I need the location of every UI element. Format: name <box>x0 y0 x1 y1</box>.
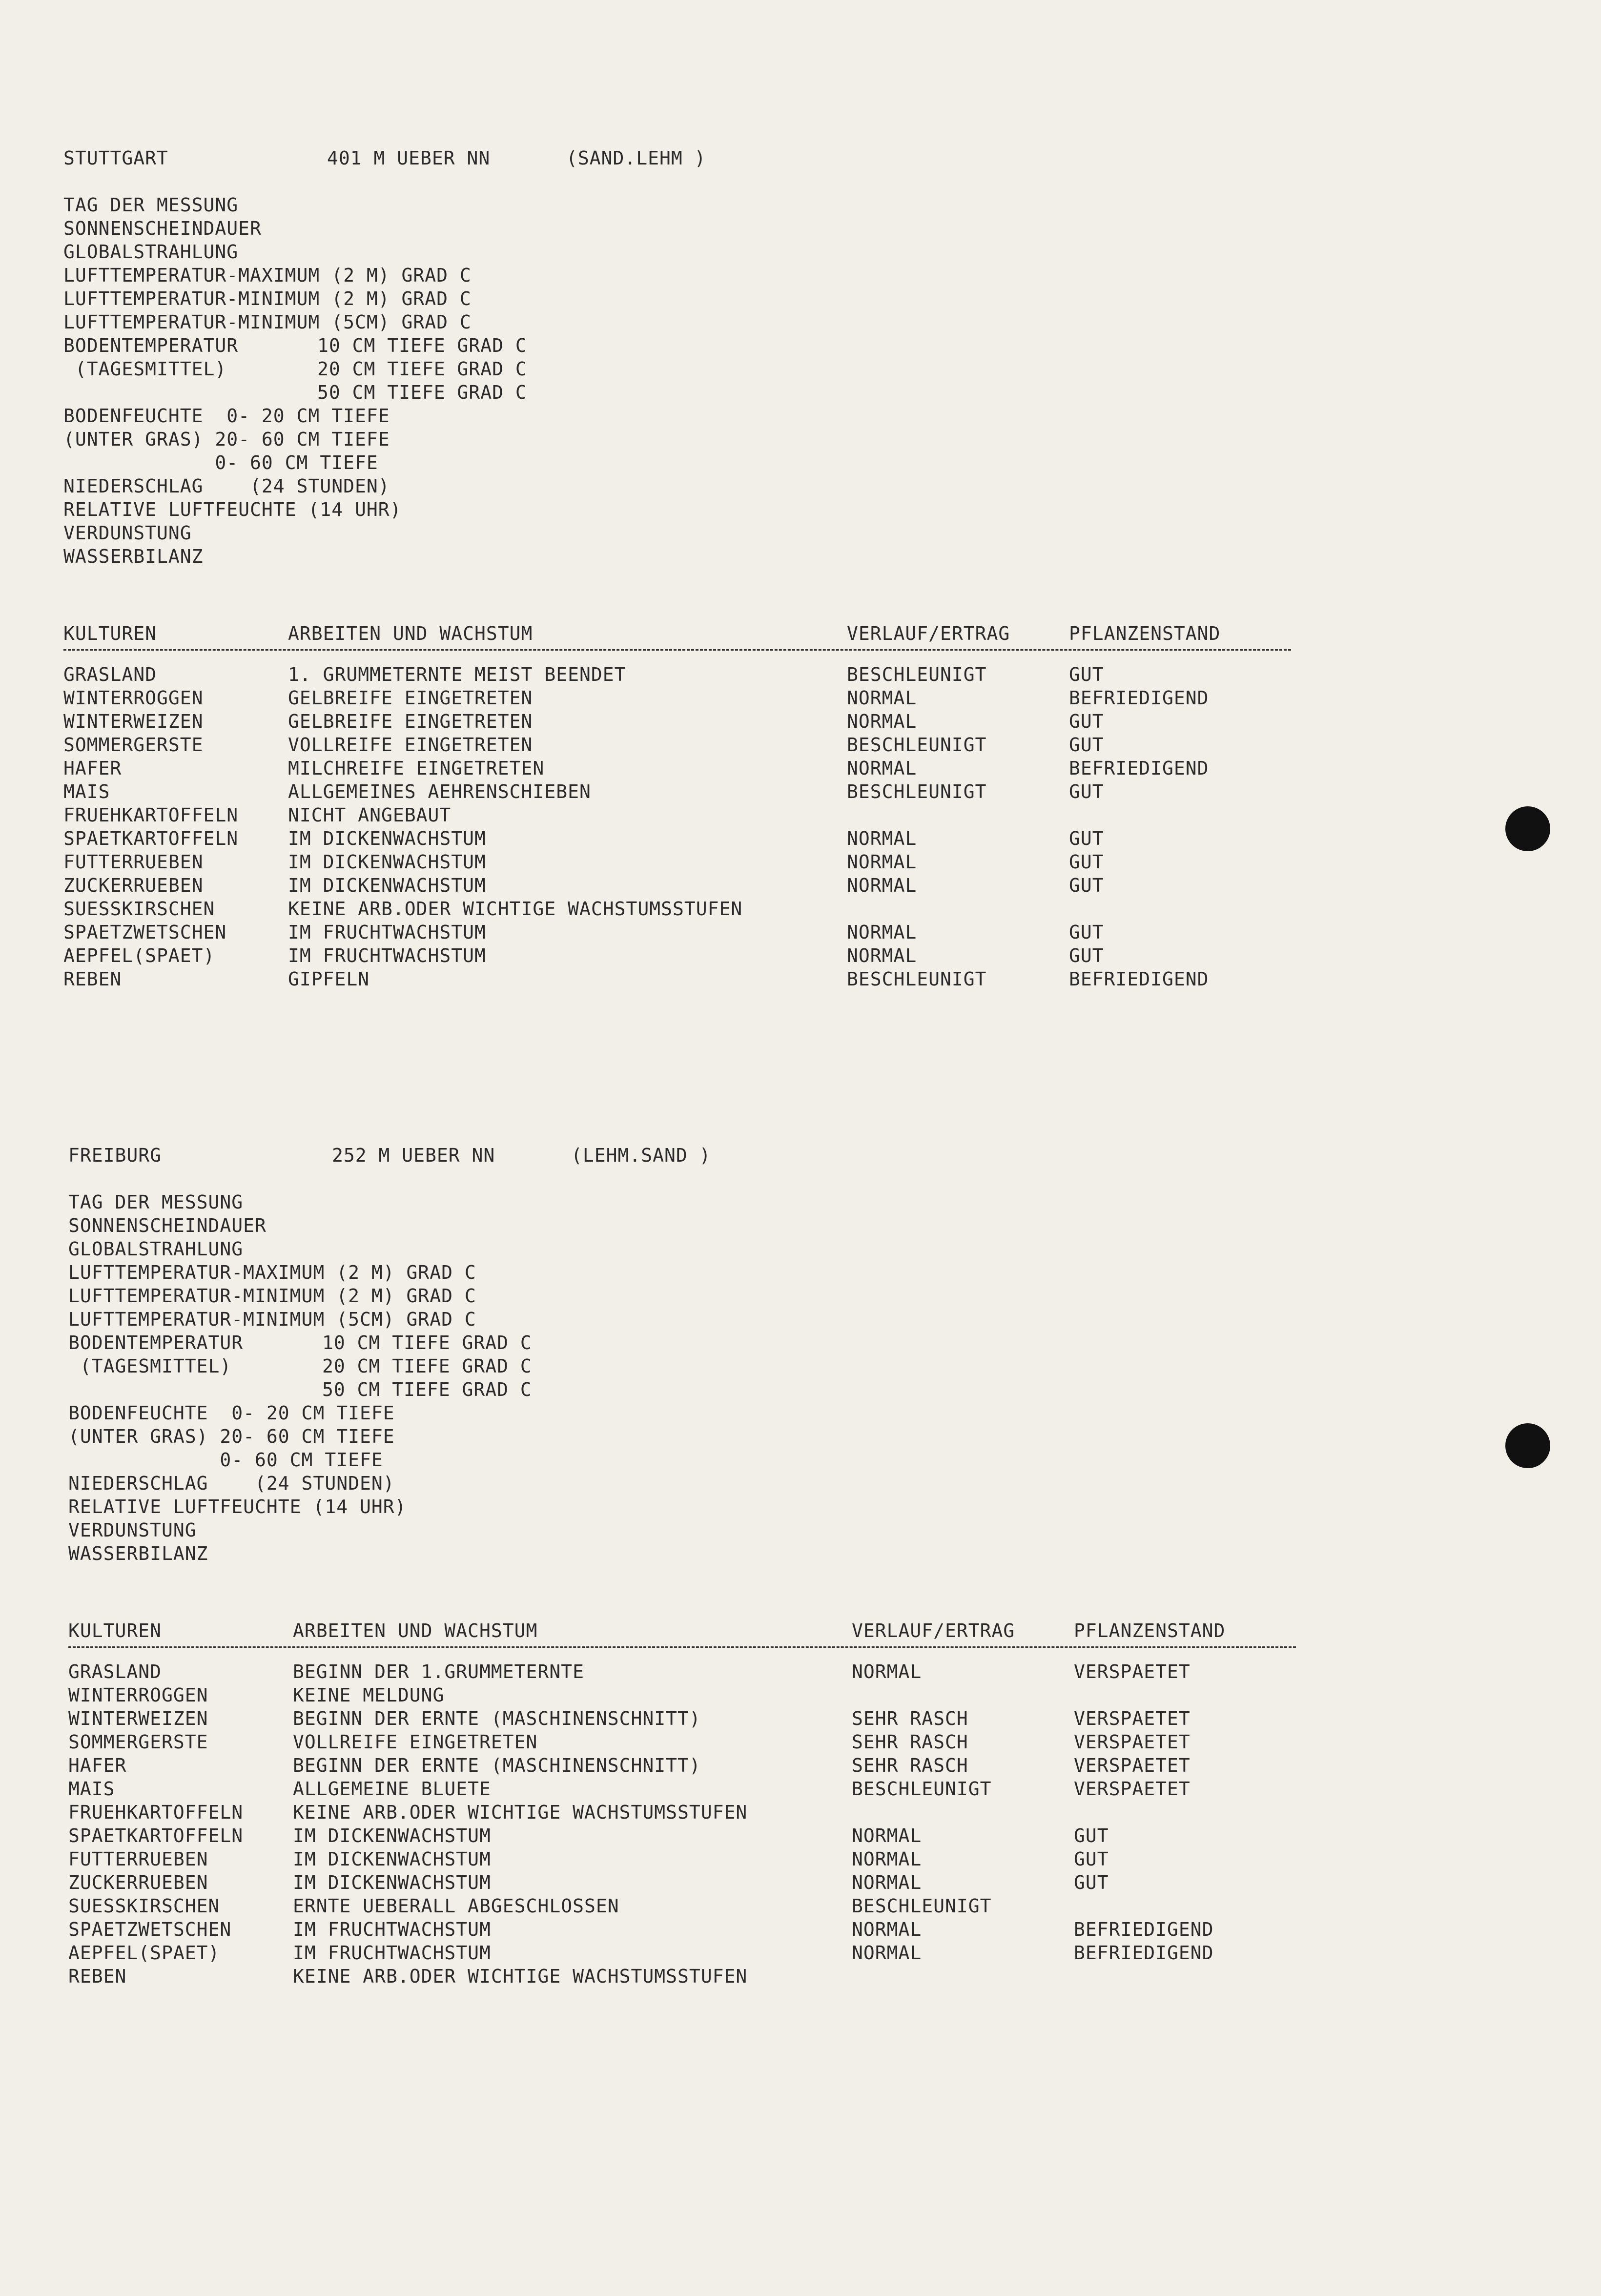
kultur-pflanzenstand: GUT <box>1069 945 1104 966</box>
kultur-arbeiten: IM DICKENWACHSTUM <box>293 1848 491 1870</box>
kultur-arbeiten: KEINE ARB.ODER WICHTIGE WACHSTUMSSTUFEN <box>288 898 743 920</box>
row-label: BODENFEUCHTE 0- 20 CM TIEFE <box>63 405 390 427</box>
row-label: RELATIVE LUFTFEUCHTE (14 UHR) <box>68 1496 407 1517</box>
kultur-pflanzenstand: VERSPAETET <box>1074 1755 1190 1776</box>
row-label: NIEDERSCHLAG (24 STUNDEN) <box>63 475 390 497</box>
kultur-pflanzenstand: VERSPAETET <box>1074 1708 1190 1729</box>
kultur-verlauf: SEHR RASCH <box>852 1731 968 1753</box>
row-label: GLOBALSTRAHLUNG <box>68 1238 244 1260</box>
kultur-arbeiten: GELBREIFE EINGETRETEN <box>288 687 533 709</box>
kultur-pflanzenstand: BEFRIEDIGEND <box>1074 1919 1214 1940</box>
kultur-pflanzenstand: VERSPAETET <box>1074 1661 1190 1682</box>
kultur-name: SPAETKARTOFFELN <box>63 828 239 849</box>
kultur-arbeiten: GIPFELN <box>288 968 370 990</box>
kultur-arbeiten: IM DICKENWACHSTUM <box>288 851 486 873</box>
row-label: SONNENSCHEINDAUER <box>63 218 262 239</box>
kultur-pflanzenstand: GUT <box>1074 1825 1109 1846</box>
kultur-name: SPAETKARTOFFELN <box>68 1825 244 1846</box>
kultur-arbeiten: BEGINN DER ERNTE (MASCHINENSCHNITT) <box>293 1755 701 1776</box>
station-soil: (SAND.LEHM ) <box>566 147 706 169</box>
kultur-arbeiten: IM DICKENWACHSTUM <box>293 1825 491 1846</box>
row-label: (UNTER GRAS) 20- 60 CM TIEFE <box>63 429 390 450</box>
row-label: LUFTTEMPERATUR-MINIMUM (2 M) GRAD C <box>68 1285 476 1307</box>
arbeiten-header: ARBEITEN UND WACHSTUM <box>288 623 533 644</box>
row-label: GLOBALSTRAHLUNG <box>63 241 239 263</box>
row-label: VERDUNSTUNG <box>63 522 192 544</box>
kultur-verlauf: NORMAL <box>847 851 917 873</box>
row-sublabel: 20 CM TIEFE GRAD C <box>317 358 527 380</box>
row-label: 0- 60 CM TIEFE <box>68 1449 383 1471</box>
kultur-name: AEPFEL(SPAET) <box>63 945 215 966</box>
kultur-name: SOMMERGERSTE <box>68 1731 208 1753</box>
kultur-name: SPAETZWETSCHEN <box>68 1919 232 1940</box>
kultur-arbeiten: BEGINN DER 1.GRUMMETERNTE <box>293 1661 584 1682</box>
kultur-verlauf: SEHR RASCH <box>852 1755 968 1776</box>
kulturen-header: KULTUREN <box>68 1620 162 1641</box>
row-label: RELATIVE LUFTFEUCHTE (14 UHR) <box>63 499 402 520</box>
kultur-arbeiten: MILCHREIFE EINGETRETEN <box>288 758 545 779</box>
station-name: FREIBURG <box>68 1145 162 1166</box>
kultur-name: WINTERROGGEN <box>63 687 204 709</box>
kultur-pflanzenstand: GUT <box>1074 1848 1109 1870</box>
row-label: LUFTTEMPERATUR-MINIMUM (5CM) GRAD C <box>63 311 472 333</box>
station-name: STUTTGART <box>63 147 168 169</box>
kultur-name: HAFER <box>63 758 122 779</box>
station-soil: (LEHM.SAND ) <box>571 1145 711 1166</box>
verlauf-header: VERLAUF/ERTRAG <box>847 623 1010 644</box>
kultur-pflanzenstand: VERSPAETET <box>1074 1778 1190 1800</box>
pflanzenstand-header: PFLANZENSTAND <box>1069 623 1221 644</box>
row-label: (UNTER GRAS) 20- 60 CM TIEFE <box>68 1426 395 1447</box>
row-label: LUFTTEMPERATUR-MINIMUM (2 M) GRAD C <box>63 288 472 309</box>
kultur-arbeiten: GELBREIFE EINGETRETEN <box>288 711 533 732</box>
verlauf-header: VERLAUF/ERTRAG <box>852 1620 1015 1641</box>
kultur-pflanzenstand: GUT <box>1069 734 1104 756</box>
row-label: SONNENSCHEINDAUER <box>68 1215 267 1236</box>
kultur-verlauf: NORMAL <box>852 1919 922 1940</box>
kultur-pflanzenstand: GUT <box>1069 851 1104 873</box>
kultur-verlauf: NORMAL <box>852 1942 922 1964</box>
kultur-verlauf: NORMAL <box>847 875 917 896</box>
kultur-arbeiten: VOLLREIFE EINGETRETEN <box>288 734 533 756</box>
kultur-arbeiten: NICHT ANGEBAUT <box>288 804 452 826</box>
row-label: 0- 60 CM TIEFE <box>63 452 378 473</box>
kultur-pflanzenstand: GUT <box>1069 781 1104 802</box>
kultur-name: FRUEHKARTOFFELN <box>63 804 239 826</box>
kultur-name: ZUCKERRUEBEN <box>68 1872 208 1893</box>
kultur-name: ZUCKERRUEBEN <box>63 875 204 896</box>
kultur-name: SUESSKIRSCHEN <box>63 898 215 920</box>
kultur-verlauf: BESCHLEUNIGT <box>852 1778 992 1800</box>
kultur-name: WINTERWEIZEN <box>63 711 204 732</box>
kultur-arbeiten: IM FRUCHTWACHSTUM <box>293 1942 491 1964</box>
kultur-pflanzenstand: GUT <box>1069 664 1104 685</box>
row-label: (TAGESMITTEL) <box>63 358 227 380</box>
kultur-arbeiten: IM DICKENWACHSTUM <box>293 1872 491 1893</box>
kultur-name: FRUEHKARTOFFELN <box>68 1802 244 1823</box>
row-sublabel: 10 CM TIEFE GRAD C <box>317 335 527 356</box>
kultur-pflanzenstand: GUT <box>1069 922 1104 943</box>
kultur-verlauf: NORMAL <box>847 758 917 779</box>
kultur-name: SPAETZWETSCHEN <box>63 922 227 943</box>
kultur-arbeiten: IM FRUCHTWACHSTUM <box>288 945 486 966</box>
kultur-pflanzenstand: GUT <box>1069 828 1104 849</box>
row-label: LUFTTEMPERATUR-MAXIMUM (2 M) GRAD C <box>63 265 472 286</box>
row-sublabel: 20 CM TIEFE GRAD C <box>322 1355 532 1377</box>
kultur-arbeiten: IM DICKENWACHSTUM <box>288 828 486 849</box>
row-label: (TAGESMITTEL) <box>68 1355 232 1377</box>
kultur-verlauf: BESCHLEUNIGT <box>852 1895 992 1917</box>
row-label: VERDUNSTUNG <box>68 1519 197 1541</box>
kultur-verlauf: NORMAL <box>852 1661 922 1682</box>
arbeiten-header: ARBEITEN UND WACHSTUM <box>293 1620 538 1641</box>
kultur-name: SUESSKIRSCHEN <box>68 1895 220 1917</box>
kultur-name: FUTTERRUEBEN <box>63 851 204 873</box>
kultur-verlauf: NORMAL <box>852 1825 922 1846</box>
kultur-verlauf: NORMAL <box>847 828 917 849</box>
kultur-name: AEPFEL(SPAET) <box>68 1942 220 1964</box>
kultur-name: MAIS <box>63 781 110 802</box>
kultur-pflanzenstand: GUT <box>1069 711 1104 732</box>
station-altitude: 401 M UEBER NN <box>327 147 491 169</box>
row-label: LUFTTEMPERATUR-MAXIMUM (2 M) GRAD C <box>68 1262 476 1283</box>
kultur-name: REBEN <box>63 968 122 990</box>
kultur-arbeiten: ALLGEMEINE BLUETE <box>293 1778 491 1800</box>
row-label: BODENTEMPERATUR <box>63 335 239 356</box>
kultur-arbeiten: IM FRUCHTWACHSTUM <box>293 1919 491 1940</box>
row-sublabel: 50 CM TIEFE GRAD C <box>322 1379 532 1400</box>
kultur-verlauf: SEHR RASCH <box>852 1708 968 1729</box>
kultur-verlauf: NORMAL <box>852 1872 922 1893</box>
kultur-verlauf: BESCHLEUNIGT <box>847 664 987 685</box>
kultur-verlauf: NORMAL <box>847 711 917 732</box>
kultur-name: REBEN <box>68 1966 127 1987</box>
row-sublabel: 10 CM TIEFE GRAD C <box>322 1332 532 1353</box>
kultur-arbeiten: ERNTE UEBERALL ABGESCHLOSSEN <box>293 1895 619 1917</box>
kultur-arbeiten: KEINE ARB.ODER WICHTIGE WACHSTUMSSTUFEN <box>293 1966 748 1987</box>
kultur-pflanzenstand: BEFRIEDIGEND <box>1074 1942 1214 1964</box>
kultur-name: HAFER <box>68 1755 127 1776</box>
kultur-pflanzenstand: BEFRIEDIGEND <box>1069 968 1209 990</box>
kultur-arbeiten: VOLLREIFE EINGETRETEN <box>293 1731 538 1753</box>
row-label: BODENTEMPERATUR <box>68 1332 244 1353</box>
kultur-pflanzenstand: GUT <box>1069 875 1104 896</box>
kultur-name: WINTERROGGEN <box>68 1684 208 1706</box>
kultur-arbeiten: IM FRUCHTWACHSTUM <box>288 922 486 943</box>
tag-der-messung-label: TAG DER MESSUNG <box>63 194 239 216</box>
kultur-name: SOMMERGERSTE <box>63 734 204 756</box>
kultur-pflanzenstand: BEFRIEDIGEND <box>1069 758 1209 779</box>
tag-der-messung-label: TAG DER MESSUNG <box>68 1191 244 1213</box>
row-label: BODENFEUCHTE 0- 20 CM TIEFE <box>68 1402 395 1424</box>
kultur-arbeiten: 1. GRUMMETERNTE MEIST BEENDET <box>288 664 626 685</box>
row-label: LUFTTEMPERATUR-MINIMUM (5CM) GRAD C <box>68 1309 476 1330</box>
kultur-verlauf: NORMAL <box>847 945 917 966</box>
kultur-verlauf: NORMAL <box>847 687 917 709</box>
dashed-separator <box>63 649 1291 651</box>
kultur-verlauf: BESCHLEUNIGT <box>847 781 987 802</box>
kultur-arbeiten: BEGINN DER ERNTE (MASCHINENSCHNITT) <box>293 1708 701 1729</box>
kultur-verlauf: BESCHLEUNIGT <box>847 968 987 990</box>
station-altitude: 252 M UEBER NN <box>332 1145 495 1166</box>
kultur-arbeiten: IM DICKENWACHSTUM <box>288 875 486 896</box>
kultur-verlauf: NORMAL <box>847 922 917 943</box>
kultur-name: FUTTERRUEBEN <box>68 1848 208 1870</box>
row-label: WASSERBILANZ <box>68 1543 208 1564</box>
pflanzenstand-header: PFLANZENSTAND <box>1074 1620 1226 1641</box>
kultur-name: GRASLAND <box>68 1661 162 1682</box>
kultur-pflanzenstand: BEFRIEDIGEND <box>1069 687 1209 709</box>
row-label: WASSERBILANZ <box>63 546 204 567</box>
kultur-arbeiten: ALLGEMEINES AEHRENSCHIEBEN <box>288 781 591 802</box>
kultur-name: GRASLAND <box>63 664 157 685</box>
kultur-pflanzenstand: VERSPAETET <box>1074 1731 1190 1753</box>
kultur-arbeiten: KEINE MELDUNG <box>293 1684 445 1706</box>
row-sublabel: 50 CM TIEFE GRAD C <box>317 382 527 403</box>
kultur-name: MAIS <box>68 1778 115 1800</box>
kultur-arbeiten: KEINE ARB.ODER WICHTIGE WACHSTUMSSTUFEN <box>293 1802 748 1823</box>
punch-hole-top <box>1505 806 1550 851</box>
kultur-verlauf: BESCHLEUNIGT <box>847 734 987 756</box>
dashed-separator <box>68 1646 1296 1648</box>
punch-hole-bottom <box>1505 1423 1550 1468</box>
row-label: NIEDERSCHLAG (24 STUNDEN) <box>68 1473 395 1494</box>
kulturen-header: KULTUREN <box>63 623 157 644</box>
kultur-name: WINTERWEIZEN <box>68 1708 208 1729</box>
kultur-pflanzenstand: GUT <box>1074 1872 1109 1893</box>
kultur-verlauf: NORMAL <box>852 1848 922 1870</box>
